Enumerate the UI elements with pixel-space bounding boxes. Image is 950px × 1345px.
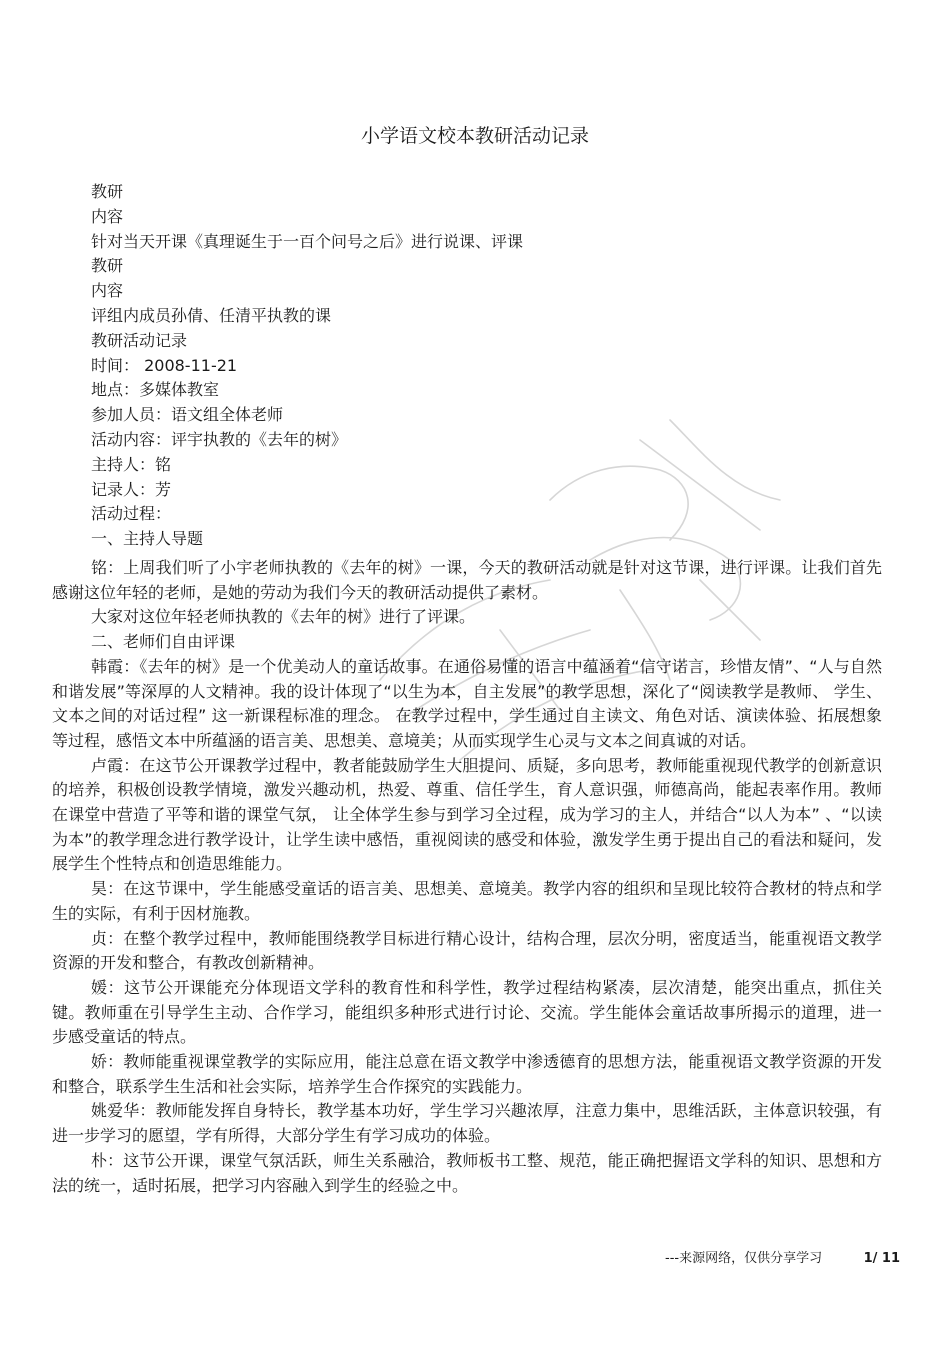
paragraph: 朴：这节公开课，课堂气氛活跃，师生关系融洽，教师板书工整、规范，能正确把握语文学科的知识、思想和方法的统一，适时拓展，把学习内容融入到学生的经验之中。 [52,1150,882,1195]
header-line: 记录人：芳 [91,479,172,499]
paragraph: 昊：在这节课中，学生能感受童话的语言美、思想美、意境美。教学内容的组织和呈现比较符合教材的特点和学生的实际，有利于因材施教。 [52,879,882,923]
header-line: 教研 [91,256,124,276]
header-line: 教研 [91,182,124,201]
header-line: 活动内容：评宇执教的《去年的树》 [91,429,348,449]
header-line: 地点：多媒体教室 [91,380,220,400]
header-lines [91,180,891,552]
header-line: 时间： 2008-11-21 [91,355,238,375]
paragraph: 姚爱华：教师能发挥自身特长，教学基本功好，学生学习兴趣浓厚，注意力集中，思维活跃，主体意识较强，有进一步学习的愿望，学有所得，大部分学生有学习成功的体验。 [52,1101,882,1146]
header-line: 内容 [91,206,124,226]
header-line: 内容 [91,281,124,301]
paragraph: 二、老师们自由评课 [91,632,236,652]
footer-source-note: ---来源网络，仅供分享学习 [665,1251,823,1266]
paragraph: 卢霞：在这节公开课教学过程中，教者能鼓励学生大胆提问、质疑，多向思考，教师能重视现代教学的创新意识的培养，积极创设教学情境，激发兴趣动机，热爱、尊重、信任学生，育人意识强，师德高尚，能起表率作用。教师在课堂中营造了平等和谐的课堂气氛， 让全体学生参与到学习全过程，成为学习的主人，并结合“以人为本” 、“以读为本”的教学理念进行教学设计，让学生读中感悟，重视阅读的感受和体验，激发学生勇于提出自己的看法和疑问，发展学生个性特点和创造思维能力。 [52,755,882,874]
body-paragraphs [52,556,882,1198]
header-line: 评组内成员孙倩、任清平执教的课 [91,305,332,325]
header-line: 教研活动记录 [91,330,188,350]
header-line: 针对当天开课《真理诞生于一百个问号之后》进行说课、评课 [91,231,524,251]
paragraph: 贞：在整个教学过程中，教师能围绕教学目标进行精心设计，结构合理，层次分明，密度适当，能重视语文教学资源的开发和整合，有教改创新精神。 [52,928,882,973]
header-line: 参加人员：语文组全体老师 [91,405,284,425]
page-number: 1/ 11 [863,1251,900,1266]
header-line: 主持人：铭 [91,454,172,474]
paragraph: 大家对这位年轻老师执教的《去年的树》进行了评课。 [91,607,476,627]
header-line: 活动过程： [91,504,172,524]
header-line: 一、主持人导题 [91,529,204,549]
paragraph: 媛：这节公开课能充分体现语文学科的教育性和科学性，教学过程结构紧凑，层次清楚，能突出重点，抓住关键。教师重在引导学生主动、合作学习，能组织多种形式进行讨论、交流。学生能体会童话故事所揭示的道理，进一步感受童话的特点。 [52,977,882,1047]
paragraph: 韩霞：《去年的树》是一个优美动人的童话故事。在通俗易懂的语言中蕴涵着“信守诺言，珍惜友情”、“人与自然和谐发展”等深厚的人文精神。我的设计体现了“以生为本，自主发展”的教学思想，深化了“阅读教学是教师、 学生、文本之间的对话过程” 这一新课程标准的理念。 在教学过程中，学生通过自主读文、角色对话、演读体验、拓展想象等过程，感悟文本中所蕴涵的语言美、思想美、意境美；从而实现学生心灵与文本之间真诚的对话。 [52,656,882,750]
document-title: 小学语文校本教研活动记录 [360,125,589,147]
paragraph: 娇：教师能重视课堂教学的实际应用，能注总意在语文教学中渗透德育的思想方法，能重视语文教学资源的开发和整合，联系学生生活和社会实际，培养学生合作探究的实践能力。 [52,1052,882,1096]
paragraph: 铭：上周我们听了小宇老师执教的《去年的树》一课，今天的教研活动就是针对这节课，进行评课。让我们首先感谢这位年轻的老师，是她的劳动为我们今天的教研活动提供了素材。 [52,558,882,602]
